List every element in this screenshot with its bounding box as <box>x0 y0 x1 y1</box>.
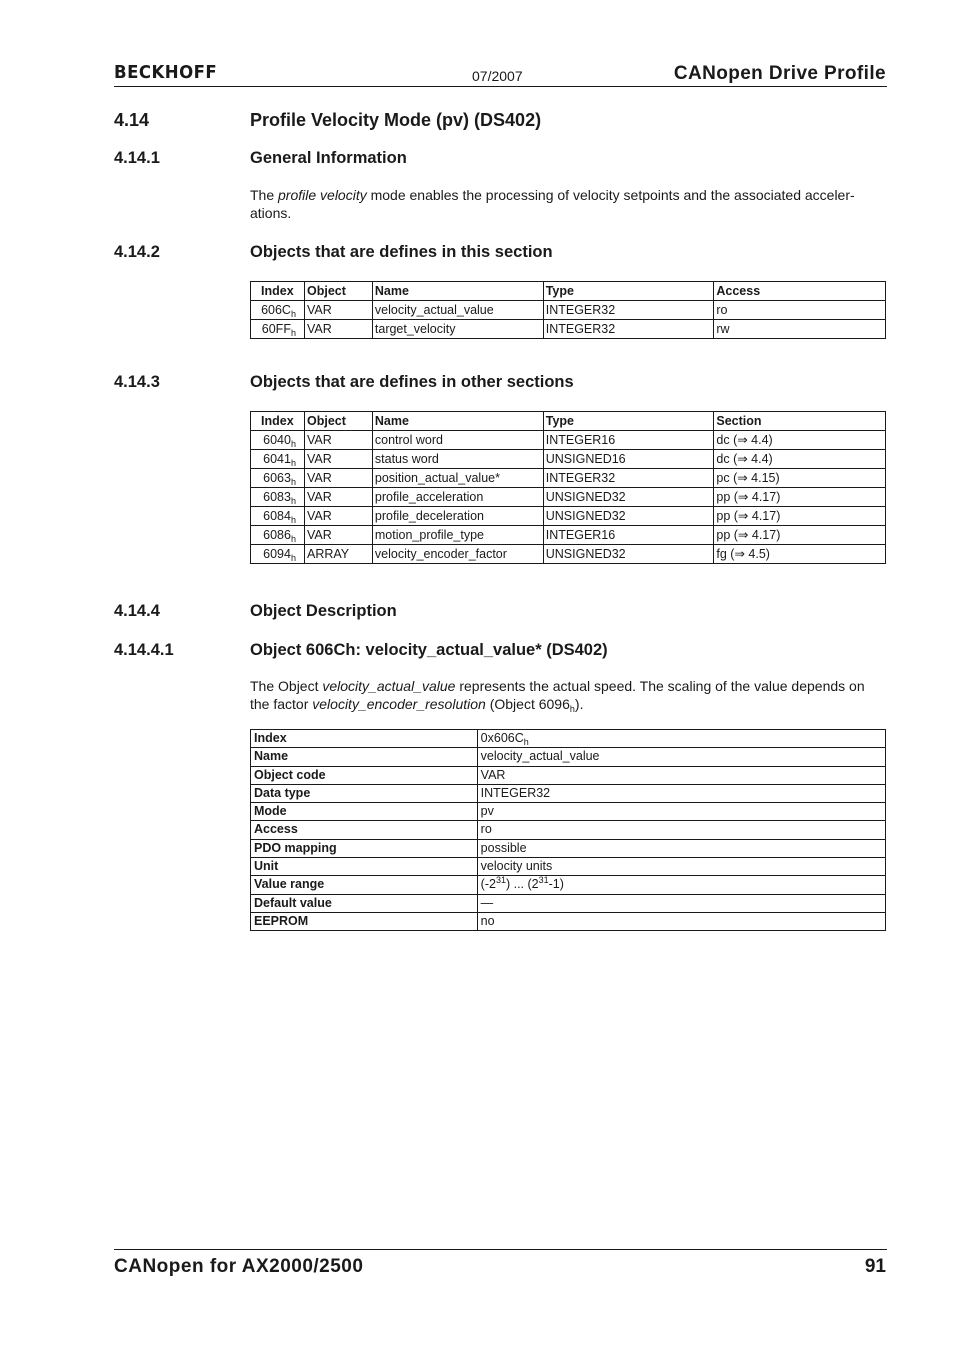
column-header: Type <box>543 282 714 301</box>
table-row <box>251 545 886 564</box>
table-header-row <box>251 282 886 301</box>
table-row <box>251 784 886 802</box>
column-header: Access <box>714 282 886 301</box>
table-row <box>251 526 886 545</box>
section-number: 4.14 <box>114 110 150 130</box>
section-title: Objects that are defines in other sections <box>250 373 574 391</box>
property-value: no <box>477 912 885 930</box>
type-cell: INTEGER16 <box>543 431 714 450</box>
column-header: Index <box>251 282 305 301</box>
section-number: 4.14.4 <box>114 602 160 620</box>
table-row <box>251 469 886 488</box>
name-cell: profile_acceleration <box>372 488 543 507</box>
column-header: Section <box>714 412 886 431</box>
property-value: velocity units <box>477 858 885 876</box>
paragraph-general-info: The profile velocity mode enables the processing of velocity setpoints and the associated acceler- ations. <box>250 187 855 221</box>
property-label: Value range <box>251 876 478 894</box>
access-cell: rw <box>714 320 886 339</box>
column-header: Object <box>304 412 372 431</box>
table-row <box>251 803 886 821</box>
table-row <box>251 301 886 320</box>
name-cell: velocity_actual_value <box>372 301 543 320</box>
type-cell: UNSIGNED32 <box>543 545 714 564</box>
name-cell: position_actual_value* <box>372 469 543 488</box>
property-value: — <box>477 894 885 912</box>
section-number: 4.14.3 <box>114 373 160 391</box>
section-cell: pp (⇒ 4.17) <box>714 507 886 526</box>
section-title: Objects that are defines in this section <box>250 243 553 261</box>
name-cell: status word <box>372 450 543 469</box>
index-cell: $6083_h$ <box>251 488 305 507</box>
property-label: Data type <box>251 784 478 802</box>
property-label: PDO mapping <box>251 839 478 857</box>
table-row <box>251 507 886 526</box>
objects-this-section-table <box>250 281 886 339</box>
table-header-row <box>251 412 886 431</box>
object-cell: ARRAY <box>304 545 372 564</box>
section-cell: pp (⇒ 4.17) <box>714 488 886 507</box>
property-value: $(-2^{31})$ ... $(2^{31}-1)$ <box>477 876 885 894</box>
brand-logo: BECKHOFF <box>114 62 218 83</box>
table-row <box>251 839 886 857</box>
section-number: 4.14.2 <box>114 243 160 261</box>
column-header: Type <box>543 412 714 431</box>
section-cell: pc (⇒ 4.15) <box>714 469 886 488</box>
property-label: Access <box>251 821 478 839</box>
property-label: Object code <box>251 766 478 784</box>
section-number: 4.14.4.1 <box>114 641 174 659</box>
object-cell: VAR <box>304 488 372 507</box>
table-row <box>251 894 886 912</box>
header-date: 07/2007 <box>472 68 523 84</box>
paragraph-object-description: The Object velocity_actual_value represents the actual speed. The scaling of the value depends on the factor velocity_encoder_resolution (Object $6096_h$). <box>250 678 865 714</box>
object-606c-table <box>250 729 886 931</box>
table-row <box>251 431 886 450</box>
column-header: Index <box>251 412 305 431</box>
property-value: ro <box>477 821 885 839</box>
name-cell: control word <box>372 431 543 450</box>
name-cell: velocity_encoder_factor <box>372 545 543 564</box>
property-value: $0x606C_h$ <box>477 730 885 748</box>
name-cell: motion_profile_type <box>372 526 543 545</box>
column-header: Name <box>372 412 543 431</box>
property-value: velocity_actual_value <box>477 748 885 766</box>
property-label: Mode <box>251 803 478 821</box>
object-cell: VAR <box>304 431 372 450</box>
object-cell: VAR <box>304 469 372 488</box>
access-cell: ro <box>714 301 886 320</box>
table-row <box>251 858 886 876</box>
index-cell: $60FF_h$ <box>251 320 305 339</box>
name-cell: target_velocity <box>372 320 543 339</box>
property-label: Name <box>251 748 478 766</box>
type-cell: UNSIGNED16 <box>543 450 714 469</box>
section-title: Object Description <box>250 602 397 620</box>
section-title: Object 606Ch: velocity_actual_value* (DS402) <box>250 641 608 659</box>
name-cell: profile_deceleration <box>372 507 543 526</box>
property-value: possible <box>477 839 885 857</box>
index-cell: $606C_h$ <box>251 301 305 320</box>
index-cell: $6094_h$ <box>251 545 305 564</box>
object-cell: VAR <box>304 450 372 469</box>
property-label: Unit <box>251 858 478 876</box>
object-cell: VAR <box>304 507 372 526</box>
type-cell: INTEGER16 <box>543 526 714 545</box>
table-row <box>251 488 886 507</box>
type-cell: INTEGER32 <box>543 301 714 320</box>
section-cell: pp (⇒ 4.17) <box>714 526 886 545</box>
table-row <box>251 320 886 339</box>
index-cell: $6086_h$ <box>251 526 305 545</box>
table-row <box>251 876 886 894</box>
footer-title: CANopen for AX2000/2500 <box>114 1256 364 1277</box>
object-cell: VAR <box>304 301 372 320</box>
index-cell: $6063_h$ <box>251 469 305 488</box>
column-header: Object <box>304 282 372 301</box>
section-cell: dc (⇒ 4.4) <box>714 431 886 450</box>
table-row <box>251 730 886 748</box>
type-cell: UNSIGNED32 <box>543 507 714 526</box>
table-row <box>251 821 886 839</box>
type-cell: INTEGER32 <box>543 320 714 339</box>
header-rule <box>114 86 887 87</box>
table-row <box>251 450 886 469</box>
section-cell: fg (⇒ 4.5) <box>714 545 886 564</box>
object-cell: VAR <box>304 526 372 545</box>
section-title: Profile Velocity Mode (pv) (DS402) <box>250 110 542 130</box>
index-cell: $6041_h$ <box>251 450 305 469</box>
object-cell: VAR <box>304 320 372 339</box>
footer-rule <box>114 1249 887 1250</box>
section-number: 4.14.1 <box>114 149 160 167</box>
page-number: 91 <box>864 1256 886 1277</box>
index-cell: $6040_h$ <box>251 431 305 450</box>
section-title: General Information <box>250 149 407 167</box>
type-cell: INTEGER32 <box>543 469 714 488</box>
property-label: EEPROM <box>251 912 478 930</box>
index-cell: $6084_h$ <box>251 507 305 526</box>
type-cell: UNSIGNED32 <box>543 488 714 507</box>
property-value: VAR <box>477 766 885 784</box>
section-cell: dc (⇒ 4.4) <box>714 450 886 469</box>
property-label: Index <box>251 730 478 748</box>
table-row <box>251 748 886 766</box>
table-row <box>251 766 886 784</box>
property-value: INTEGER32 <box>477 784 885 802</box>
header-title: CANopen Drive Profile <box>673 63 886 84</box>
property-value: pv <box>477 803 885 821</box>
property-label: Default value <box>251 894 478 912</box>
objects-other-sections-table <box>250 411 886 564</box>
table-row <box>251 912 886 930</box>
column-header: Name <box>372 282 543 301</box>
